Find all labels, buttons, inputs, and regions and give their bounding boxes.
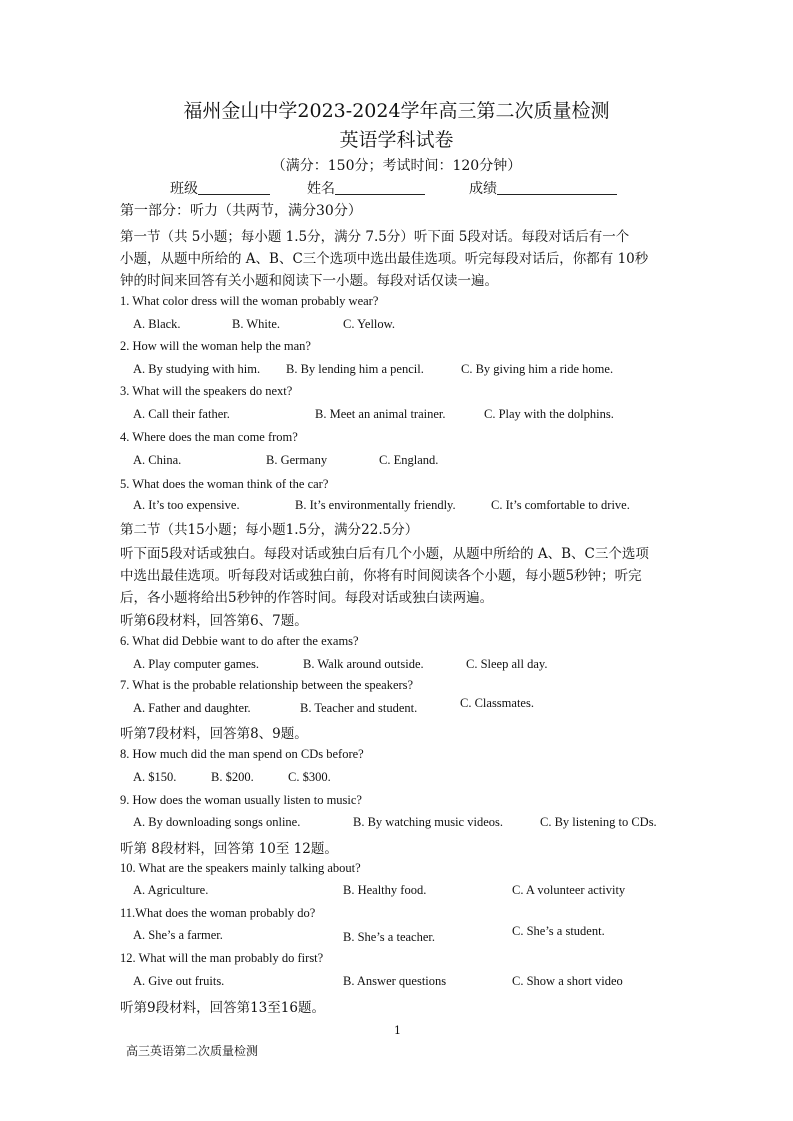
part1-heading: 第一部分：听力（共两节，满分30分）: [120, 203, 362, 219]
name-label: 姓名: [307, 181, 335, 197]
q10-option-a[interactable]: A. Agriculture.: [133, 883, 209, 897]
q8-option-c[interactable]: C. $300.: [288, 770, 331, 784]
sec1-instruction-2: 小题，从题中所给的 A、B、C三个选项中选出最佳选项。听完每段对话后，你都有 10秒: [120, 251, 649, 267]
sec2-instruction-1: 听下面5段对话或独白。每段对话或独白后有几个小题，从题中所给的 A、B、C三个选项: [120, 546, 649, 562]
q11-option-a[interactable]: A. She’s a farmer.: [133, 928, 223, 942]
exam-title: 福州金山中学2023-2024学年高三第二次质量检测: [183, 100, 610, 122]
sec1-instruction-3: 钟的时间来回答有关小题和阅读下一小题。每段对话仅读一遍。: [120, 273, 498, 289]
material-9-intro: 听第9段材料，回答第13至16题。: [120, 1000, 325, 1016]
question-6: 6. What did Debbie want to do after the exams?: [120, 634, 359, 648]
q4-option-c[interactable]: C. England.: [379, 453, 439, 467]
question-3: 3. What will the speakers do next?: [120, 384, 293, 398]
class-label: 班级: [170, 181, 198, 197]
q2-option-b[interactable]: B. By lending him a pencil.: [286, 362, 424, 376]
q8-option-b[interactable]: B. $200.: [211, 770, 254, 784]
q4-option-b[interactable]: B. Germany: [266, 453, 328, 467]
q8-option-a[interactable]: A. $150.: [133, 770, 177, 784]
q5-option-c[interactable]: C. It’s comfortable to drive.: [491, 498, 630, 512]
q6-option-b[interactable]: B. Walk around outside.: [303, 657, 424, 671]
sec2-instruction-3: 后，各小题将给出5秒钟的作答时间。每段对话或独白读两遍。: [120, 590, 494, 606]
exam-meta: （满分：150分；考试时间：120分钟）: [271, 158, 522, 174]
name-blank[interactable]: [335, 180, 425, 195]
q7-option-a[interactable]: A. Father and daughter.: [133, 701, 251, 715]
q2-option-a[interactable]: A. By studying with him.: [133, 362, 261, 376]
page-number: 1: [394, 1024, 401, 1037]
class-blank[interactable]: [198, 180, 270, 195]
exam-subtitle: 英语学科试卷: [339, 129, 454, 151]
q3-option-c[interactable]: C. Play with the dolphins.: [484, 407, 614, 421]
material-8-intro: 听第 8段材料，回答第 10至 12题。: [120, 841, 338, 857]
question-7: 7. What is the probable relationship between the speakers?: [120, 678, 414, 692]
q7-option-b[interactable]: B. Teacher and student.: [300, 701, 418, 715]
q12-option-a[interactable]: A. Give out fruits.: [133, 974, 225, 988]
q3-option-a[interactable]: A. Call their father.: [133, 407, 230, 421]
question-10: 10. What are the speakers mainly talking about?: [120, 861, 361, 875]
q5-option-a[interactable]: A. It’s too expensive.: [133, 498, 240, 512]
q11-option-c[interactable]: C. She’s a student.: [512, 924, 605, 938]
q3-option-b[interactable]: B. Meet an animal trainer.: [315, 407, 446, 421]
q4-option-a[interactable]: A. China.: [133, 453, 182, 467]
q2-option-c[interactable]: C. By giving him a ride home.: [461, 362, 614, 376]
score-blank[interactable]: [497, 180, 617, 195]
class-field: [170, 178, 270, 198]
q10-option-b[interactable]: B. Healthy food.: [343, 883, 427, 897]
q5-option-b[interactable]: B. It’s environmentally friendly.: [295, 498, 456, 512]
material-7-intro: 听第7段材料，回答第8、9题。: [120, 726, 308, 742]
question-11: 11.What does the woman probably do?: [120, 906, 316, 920]
q6-option-a[interactable]: A. Play computer games.: [133, 657, 260, 671]
footer-label: 高三英语第二次质量检测: [126, 1044, 259, 1058]
sec2-instruction-2: 中选出最佳选项。听每段对话或独白前，你将有时间阅读各个小题，每小题5秒钟；听完: [120, 568, 642, 584]
q1-option-b[interactable]: B. White.: [232, 317, 281, 331]
question-1: 1. What color dress will the woman probably wear?: [120, 294, 379, 308]
question-4: 4. Where does the man come from?: [120, 430, 298, 444]
name-field: [307, 178, 425, 198]
sec1-instruction-1: 第一节（共 5小题；每小题 1.5分，满分 7.5分）听下面 5段对话。每段对话后有一个: [120, 229, 630, 245]
q7-option-c[interactable]: C. Classmates.: [460, 696, 534, 710]
question-8: 8. How much did the man spend on CDs before?: [120, 747, 364, 761]
q11-option-b[interactable]: B. She’s a teacher.: [343, 930, 435, 944]
sec2-heading: 第二节（共15小题；每小题1.5分，满分22.5分）: [120, 522, 419, 538]
q12-option-c[interactable]: C. Show a short video: [512, 974, 623, 988]
score-field: [469, 178, 617, 198]
q9-option-b[interactable]: B. By watching music videos.: [353, 815, 503, 829]
question-5: 5. What does the woman think of the car?: [120, 477, 329, 491]
question-12: 12. What will the man probably do first?: [120, 951, 324, 965]
q12-option-b[interactable]: B. Answer questions: [343, 974, 447, 988]
question-9: 9. How does the woman usually listen to music?: [120, 793, 362, 807]
question-2: 2. How will the woman help the man?: [120, 339, 311, 353]
score-label: 成绩: [469, 181, 497, 197]
q1-option-c[interactable]: C. Yellow.: [343, 317, 395, 331]
q9-option-c[interactable]: C. By listening to CDs.: [540, 815, 657, 829]
material-6-intro: 听第6段材料，回答第6、7题。: [120, 613, 308, 629]
q1-option-a[interactable]: A. Black.: [133, 317, 181, 331]
q9-option-a[interactable]: A. By downloading songs online.: [133, 815, 301, 829]
q6-option-c[interactable]: C. Sleep all day.: [466, 657, 548, 671]
q10-option-c[interactable]: C. A volunteer activity: [512, 883, 626, 897]
